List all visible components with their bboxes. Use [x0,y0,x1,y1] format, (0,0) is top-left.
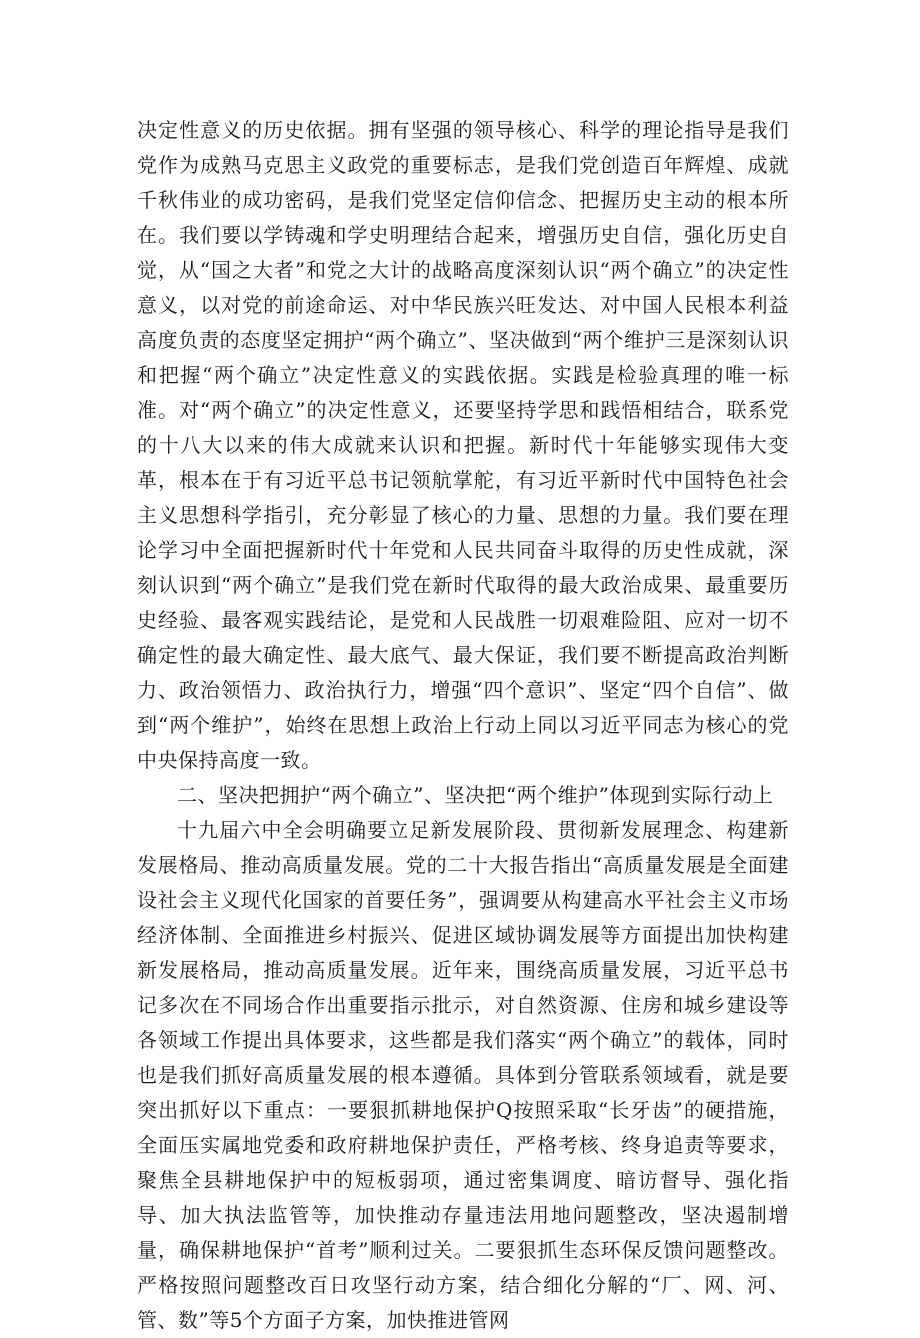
body-paragraph: 决定性意义的历史依据。拥有坚强的领导核心、科学的理论指导是我们党作为成熟马克思主义政党的重要标志，是我们党创造百年辉煌、成就千秋伟业的成功密码，是我们党坚定信仰信念、把握历史主动的根本所在。我们要以学铸魂和学史明理结合起来，增强历史自信，强化历史自觉，从“国之大者”和党之大计的战略高度深刻认识“两个确立”的决定性意义，以对党的前途命运、对中华民族兴旺发达、对中国人民根本利益高度负责的态度坚定拥护“两个确立”、坚决做到“两个维护三是深刻认识和把握“两个确立”决定性意义的实践依据。实践是检验真理的唯一标准。对“两个确立”的决定性意义，还要坚持学思和践悟相结合，联系党的十八大以来的伟大成就来认识和把握。新时代十年能够实现伟大变革，根本在于有习近平总书记领航掌舵，有习近平新时代中国特色社会主义思想科学指引，充分彰显了核心的力量、思想的力量。我们要在理论学习中全面把握新时代十年党和人民共同奋斗取得的历史性成就，深刻认识到“两个确立”是我们党在新时代取得的最大政治成果、最重要历史经验、最客观实践结论，是党和人民战胜一切艰难险阻、应对一切不确定性的最大确定性、最大底气、最大保证，我们要不断提高政治判断力、政治领悟力、政治执行力，增强“四个意识”、坚定“四个自信”、做到“两个维护”，始终在思想上政治上行动上同以习近平同志为核心的党中央保持高度一致。 [137,118,789,772]
section-heading: 二、坚决把拥护“两个确立”、坚决把“两个维护”体现到实际行动上 [177,783,774,807]
document-body [137,113,789,1338]
body-paragraph: 十九届六中全会明确要立足新发展阶段、贯彻新发展理念、构建新发展格局、推动高质量发展。党的二十大报告指出“高质量发展是全面建设社会主义现代化国家的首要任务”，强调要从构建高水平社会主义市场经济体制、全面推进乡村振兴、促进区域协调发展等方面提出加快构建新发展格局，推动高质量发展。近年来，围绕高质量发展，习近平总书记多次在不同场合作出重要指示批示，对自然资源、住房和城乡建设等各领域工作提出具体要求，这些都是我们落实“两个确立”的载体，同时也是我们抓好高质量发展的根本遵循。具体到分管联系领域看，就是要突出抓好以下重点：一要狠抓耕地保护Q按照采取“长牙齿”的硬措施，全面压实属地党委和政府耕地保护责任，严格考核、终身追责等要求，聚焦全县耕地保护中的短板弱项，通过密集调度、暗访督导、强化指导、加大执法监管等，加快推动存量违法用地问题整改，坚决遏制增量，确保耕地保护“首考”顺利过关。二要狠抓生态环保反馈问题整改。严格按照问题整改百日攻坚行动方案，结合细化分解的“厂、网、河、管、数”等5个方面子方案，加快推进管网 [137,818,789,1332]
